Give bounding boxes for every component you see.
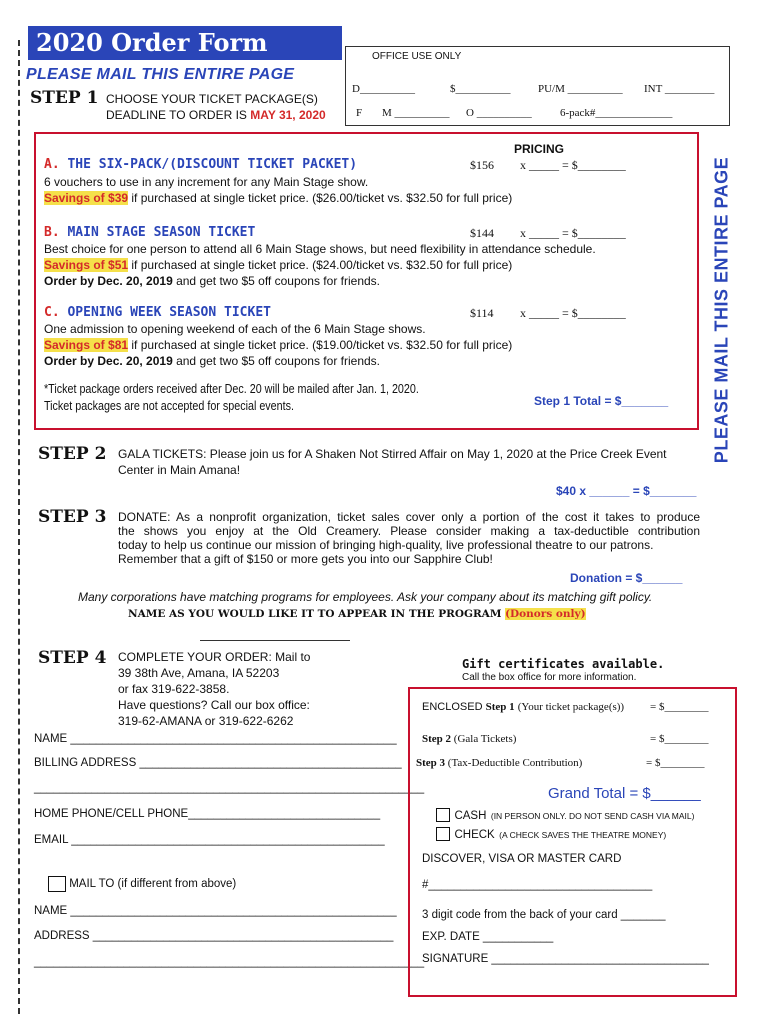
step4-instructions: COMPLETE YOUR ORDER: Mail to 39 38th Ave, Amana, IA 52203 or fax 319-622-3858. Have questions? Call our box office: 319-62-AMANA or 319-622-6262 bbox=[118, 650, 311, 728]
side-mail-notice: PLEASE MAIL THIS ENTIRE PAGE bbox=[711, 156, 732, 464]
step1-note-2: Ticket packages are not accepted for special events. bbox=[44, 399, 294, 413]
package-b-price: $144 bbox=[470, 226, 494, 240]
step3-label: STEP 3 bbox=[38, 507, 107, 527]
step4-label: STEP 4 bbox=[38, 648, 107, 668]
name-field[interactable]: NAME ___________________________________________________ bbox=[34, 733, 397, 745]
enclosed-step1-row: ENCLOSED Step 1 (Your ticket package(s)) bbox=[422, 701, 625, 713]
cash-option: CASH (IN PERSON ONLY. DO NOT SEND CASH VIA MAIL) bbox=[436, 806, 694, 824]
package-a-desc: 6 vouchers to use in any increment for any Main Stage show. bbox=[44, 175, 369, 189]
mail-to-address-line-2[interactable]: _____________________________________________________________ bbox=[34, 956, 425, 968]
package-b-order-by: Order by Dec. 20, 2019 and get two $5 off coupons for friends. bbox=[44, 274, 380, 288]
office-field: 6-pack#______________ bbox=[560, 107, 673, 119]
package-c-price: $114 bbox=[470, 306, 494, 320]
package-b-desc: Best choice for one person to attend all 6 Main Stage shows, but need flexibility in attendance schedule. bbox=[44, 242, 596, 256]
step1-instruction: CHOOSE YOUR TICKET PACKAGE(S) bbox=[106, 92, 318, 106]
package-a-quantity-field[interactable]: x _____ = $________ bbox=[520, 158, 626, 172]
signature-field[interactable]: SIGNATURE __________________________________ bbox=[422, 953, 709, 965]
office-field: PU/M __________ bbox=[538, 83, 623, 95]
donation-field[interactable]: Donation = $______ bbox=[570, 571, 683, 585]
mail-notice: PLEASE MAIL THIS ENTIRE PAGE bbox=[26, 66, 295, 83]
office-field: $__________ bbox=[450, 83, 511, 95]
office-use-box bbox=[345, 46, 730, 126]
package-b-title: B. MAIN STAGE SEASON TICKET bbox=[44, 225, 256, 240]
step1-note-1: *Ticket package orders received after Dec. 20 will be mailed after Jan. 1, 2020. bbox=[44, 382, 419, 396]
enclosed-step1-amount[interactable]: = $________ bbox=[650, 701, 709, 713]
mail-to-label: MAIL TO (if different from above) bbox=[69, 878, 237, 891]
mail-to-address-field[interactable]: ADDRESS _______________________________________________ bbox=[34, 930, 394, 942]
card-number-field[interactable]: #___________________________________ bbox=[422, 879, 653, 891]
office-field: F bbox=[356, 107, 363, 119]
grand-total-field[interactable]: Grand Total = $______ bbox=[548, 785, 701, 802]
billing-address-line-2[interactable]: _____________________________________________________________ bbox=[34, 782, 425, 794]
enclosed-step2-amount[interactable]: = $________ bbox=[650, 733, 709, 745]
package-a-title: A. THE SIX-PACK/(DISCOUNT TICKET PACKET) bbox=[44, 157, 358, 172]
step2-total-field[interactable]: $40 x ______ = $_______ bbox=[556, 484, 697, 498]
pricing-label: PRICING bbox=[514, 142, 565, 156]
program-name-field[interactable] bbox=[200, 640, 350, 641]
card-types: DISCOVER, VISA OR MASTER CARD bbox=[422, 853, 622, 865]
office-field: D__________ bbox=[352, 83, 415, 95]
title-banner bbox=[28, 26, 342, 60]
package-a-price: $156 bbox=[470, 158, 494, 172]
payment-box bbox=[408, 687, 737, 997]
step1-label: STEP 1 bbox=[30, 88, 99, 108]
package-c-desc: One admission to opening weekend of each of the 6 Main Stage shows. bbox=[44, 322, 426, 336]
mail-to-option bbox=[48, 876, 236, 892]
gift-certificates-title: Gift certificates available. bbox=[462, 657, 665, 671]
gift-certificates-sub: Call the box office for more information. bbox=[462, 672, 637, 683]
enclosed-step3-row: Step 3 (Tax-Deductible Contribution) bbox=[416, 757, 583, 769]
step1-header bbox=[30, 88, 98, 108]
enclosed-step3-amount[interactable]: = $________ bbox=[646, 757, 705, 769]
matching-gift-note: Many corporations have matching programs for employees. Ask your company about its matching gift policy. bbox=[78, 590, 653, 604]
package-b-quantity-field[interactable]: x _____ = $________ bbox=[520, 226, 626, 240]
mail-to-name-field[interactable]: NAME ___________________________________________________ bbox=[34, 905, 397, 917]
package-a-savings: Savings of $39 if purchased at single ticket price. ($26.00/ticket vs. $32.50 for full price) bbox=[44, 191, 513, 205]
package-c-quantity-field[interactable]: x _____ = $________ bbox=[520, 306, 626, 320]
deadline-prefix: DEADLINE TO ORDER IS bbox=[106, 108, 247, 122]
package-b-savings: Savings of $51 if purchased at single ticket price. ($24.00/ticket vs. $32.50 for full price) bbox=[44, 258, 513, 272]
office-field: INT _________ bbox=[644, 83, 715, 95]
office-field: O __________ bbox=[466, 107, 532, 119]
dashed-cut-line bbox=[18, 40, 20, 1014]
step2-text-2: Center in Main Amana! bbox=[118, 463, 241, 477]
package-c-savings: Savings of $81 if purchased at single ticket price. ($19.00/ticket vs. $32.50 for full price) bbox=[44, 338, 513, 352]
email-field[interactable]: EMAIL _________________________________________________ bbox=[34, 834, 385, 846]
step3-text: DONATE: As a nonprofit organization, ticket sales cover only a portion of the cost it takes to produce the shows you enjoy at the Old Creamery. Please consider making a tax-deductible contribution today to help us continue our mission of bringing high-quality, live professional theatre to our patrons. Remember that a gift of $150 or more gets you into our Sapphire Club! bbox=[118, 510, 700, 566]
card-code-field[interactable]: 3 digit code from the back of your card _______ bbox=[422, 909, 666, 921]
office-title: OFFICE USE ONLY bbox=[372, 51, 462, 62]
step2-label: STEP 2 bbox=[38, 444, 107, 464]
deadline-date: MAY 31, 2020 bbox=[250, 108, 326, 122]
step1-total-field[interactable]: Step 1 Total = $_______ bbox=[534, 394, 669, 408]
deadline bbox=[106, 108, 326, 122]
check-option: CHECK (A CHECK SAVES THE THEATRE MONEY) bbox=[436, 825, 666, 843]
page-title: 2020 Order Form bbox=[36, 28, 268, 57]
program-name-label: NAME AS YOU WOULD LIKE IT TO APPEAR IN THE PROGRAM (Donors only) bbox=[128, 608, 586, 620]
billing-address-field[interactable]: BILLING ADDRESS _________________________________________ bbox=[34, 757, 402, 769]
check-checkbox[interactable] bbox=[436, 827, 450, 841]
step2-text-1: GALA TICKETS: Please join us for A Shaken Not Stirred Affair on May 1, 2020 at the Price Creek Event bbox=[118, 447, 667, 461]
package-c-order-by: Order by Dec. 20, 2019 and get two $5 off coupons for friends. bbox=[44, 354, 380, 368]
office-field: M __________ bbox=[382, 107, 450, 119]
exp-date-field[interactable]: EXP. DATE ___________ bbox=[422, 931, 554, 943]
package-c-title: C. OPENING WEEK SEASON TICKET bbox=[44, 305, 271, 320]
phone-field[interactable]: HOME PHONE/CELL PHONE______________________________ bbox=[34, 808, 381, 820]
enclosed-step2-row: Step 2 (Gala Tickets) bbox=[422, 733, 517, 745]
step1-package-box bbox=[34, 132, 699, 430]
cash-checkbox[interactable] bbox=[436, 808, 450, 822]
mail-to-checkbox[interactable] bbox=[48, 876, 66, 892]
